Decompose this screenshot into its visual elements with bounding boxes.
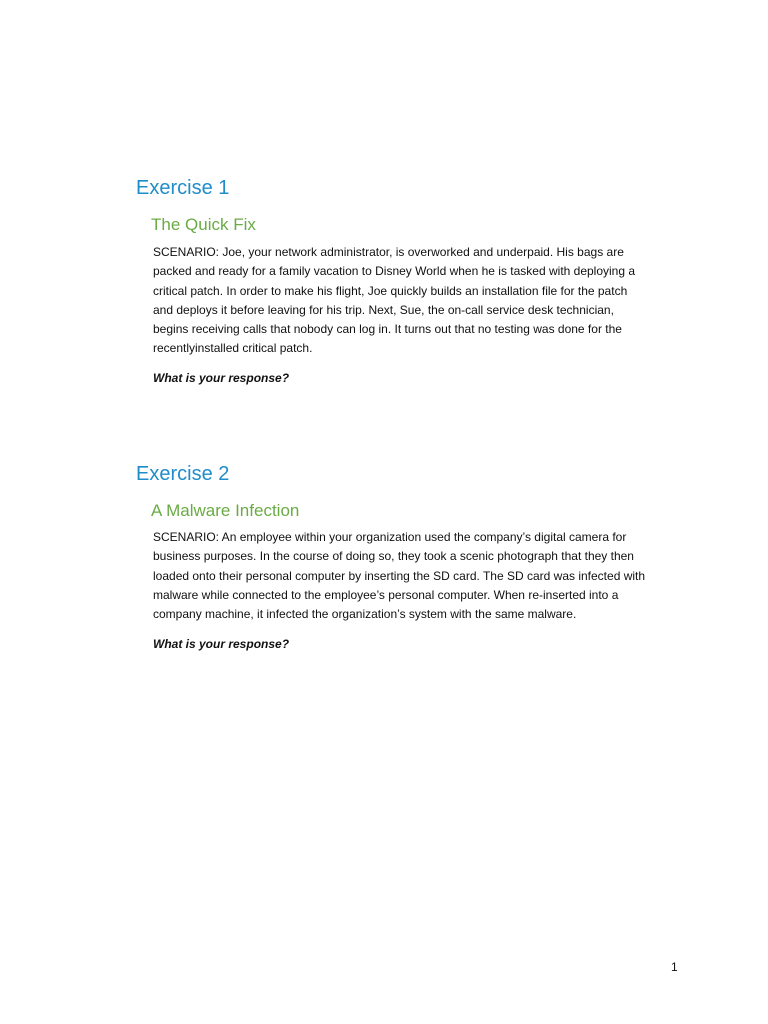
page-number: 1 <box>671 960 678 974</box>
scenario-line: packed and ready for a family vacation to Disney World when he is tasked with deploying a <box>153 264 636 279</box>
exercise-2-question: What is your response? <box>153 637 290 651</box>
exercise-2-heading: Exercise 2 <box>136 463 230 485</box>
exercise-1-question: What is your response? <box>153 371 290 385</box>
scenario-line: and deploys it before leaving for his trip. Next, Sue, the on-call service desk technician, <box>153 302 614 317</box>
scenario-line: critical patch. In order to make his flight, Joe quickly builds an installation file for the patch <box>153 283 628 298</box>
scenario-line: business purposes. In the course of doing so, they took a scenic photograph that they then <box>153 549 634 564</box>
scenario-line: malware while connected to the employee’s personal computer. When re-inserted into a <box>153 587 619 602</box>
exercise-1-heading: Exercise 1 <box>136 177 230 199</box>
scenario-line: recentlyinstalled critical patch. <box>153 341 313 356</box>
scenario-line: SCENARIO: Joe, your network administrator, is overworked and underpaid. His bags are <box>153 245 624 259</box>
scenario-line: company machine, it infected the organization’s system with the same malware. <box>153 607 577 622</box>
scenario-line: begins receiving calls that nobody can log in. It turns out that no testing was done for the <box>153 322 622 337</box>
exercise-1-scenario <box>153 243 635 359</box>
scenario-line: SCENARIO: An employee within your organization used the company’s digital camera for <box>153 530 627 544</box>
exercise-2-scenario <box>153 528 645 624</box>
scenario-line: loaded onto their personal computer by inserting the SD card. The SD card was infected with <box>153 568 646 583</box>
exercise-1-subheading: The Quick Fix <box>151 215 256 234</box>
exercise-2-subheading: A Malware Infection <box>151 501 300 520</box>
